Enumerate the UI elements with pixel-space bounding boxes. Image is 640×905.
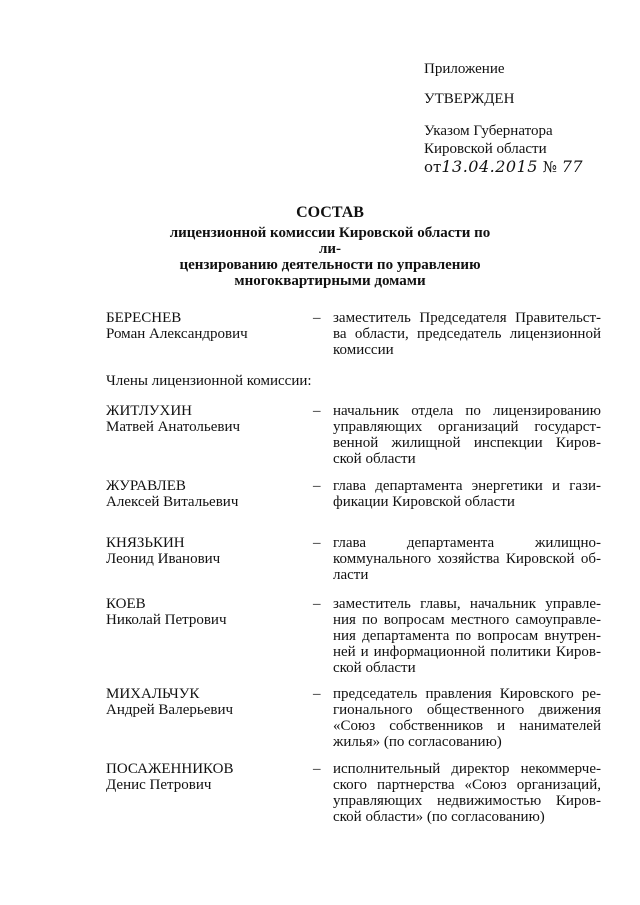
entry-dash: – [313, 478, 321, 494]
person-surname: ЖУРАВЛЕВ [106, 478, 186, 494]
person-given-names: Алексей Витальевич [106, 494, 239, 510]
person-surname: ЖИТЛУХИН [106, 403, 192, 419]
person-position: глава департамента жилищно-коммунального хозяйства Кировской об-ласти [333, 535, 601, 583]
members-label: Члены лицензионной комиссии: [106, 373, 312, 389]
title-line-1: СОСТАВ [296, 204, 364, 221]
person-name [106, 761, 306, 793]
person-position: заместитель Председателя Правительст-ва области, председатель лицензионной комиссии [333, 310, 601, 358]
approval-header [424, 60, 624, 176]
decree-date-line [424, 158, 624, 176]
handwritten-number: 77 [561, 157, 584, 176]
person-position: заместитель главы, начальник управле-ния по вопросам местного самоуправле-ния департамента по вопросам внутрен-ней и информационной политики Киров-ской области [333, 596, 601, 676]
person-name [106, 686, 306, 718]
person-position: председатель правления Кировского ре-гионального общественного движения «Союз собственников и нанимателей жилья» (по согласованию) [333, 686, 601, 750]
date-prefix: от [424, 158, 442, 176]
person-name [106, 310, 306, 342]
entry-dash: – [313, 310, 321, 326]
person-position: начальник отдела по лицензированию управляющих организаций государст-венной жилищной инспекции Киров-ской области [333, 403, 601, 467]
handwritten-date: 13.04.2015 [441, 157, 538, 176]
person-name [106, 478, 306, 510]
entry-dash: – [313, 596, 321, 612]
entry-dash: – [313, 761, 321, 777]
person-name [106, 596, 306, 628]
appendix-label: Приложение [424, 61, 505, 77]
entry-dash: – [313, 535, 321, 551]
entry-dash: – [313, 686, 321, 702]
person-position: глава департамента энергетики и гази-фикации Кировской области [333, 478, 601, 510]
person-surname: КНЯЗЬКИН [106, 535, 185, 551]
title-line-3: цензированию деятельности по управлению [179, 257, 481, 273]
document-title [160, 205, 500, 289]
person-position: исполнительный директор некоммерче-ского партнерства «Союз организаций, управляющих недвижимостью Киров-ской области» (по согласованию) [333, 761, 601, 825]
person-surname: МИХАЛЬЧУК [106, 686, 200, 702]
person-given-names: Андрей Валерьевич [106, 702, 234, 718]
person-given-names: Роман Александрович [106, 326, 248, 342]
person-given-names: Матвей Анатольевич [106, 419, 241, 435]
person-given-names: Николай Петрович [106, 612, 227, 628]
approved-label: УТВЕРЖДЕН [424, 91, 515, 107]
title-line-2: лицензионной комиссии Кировской области по ли- [169, 225, 491, 257]
person-name [106, 403, 306, 435]
decree-line-2: Кировской области [424, 141, 547, 157]
person-surname: КОЕВ [106, 596, 146, 612]
person-given-names: Леонид Иванович [106, 551, 221, 567]
entry-dash: – [313, 403, 321, 419]
person-given-names: Денис Петрович [106, 777, 212, 793]
person-name [106, 535, 306, 567]
number-sign: № [542, 158, 557, 176]
title-line-4: многоквартирными домами [234, 273, 426, 289]
decree-line-1: Указом Губернатора [424, 123, 553, 139]
person-surname: БЕРЕСНЕВ [106, 310, 182, 326]
person-surname: ПОСАЖЕННИКОВ [106, 761, 234, 777]
